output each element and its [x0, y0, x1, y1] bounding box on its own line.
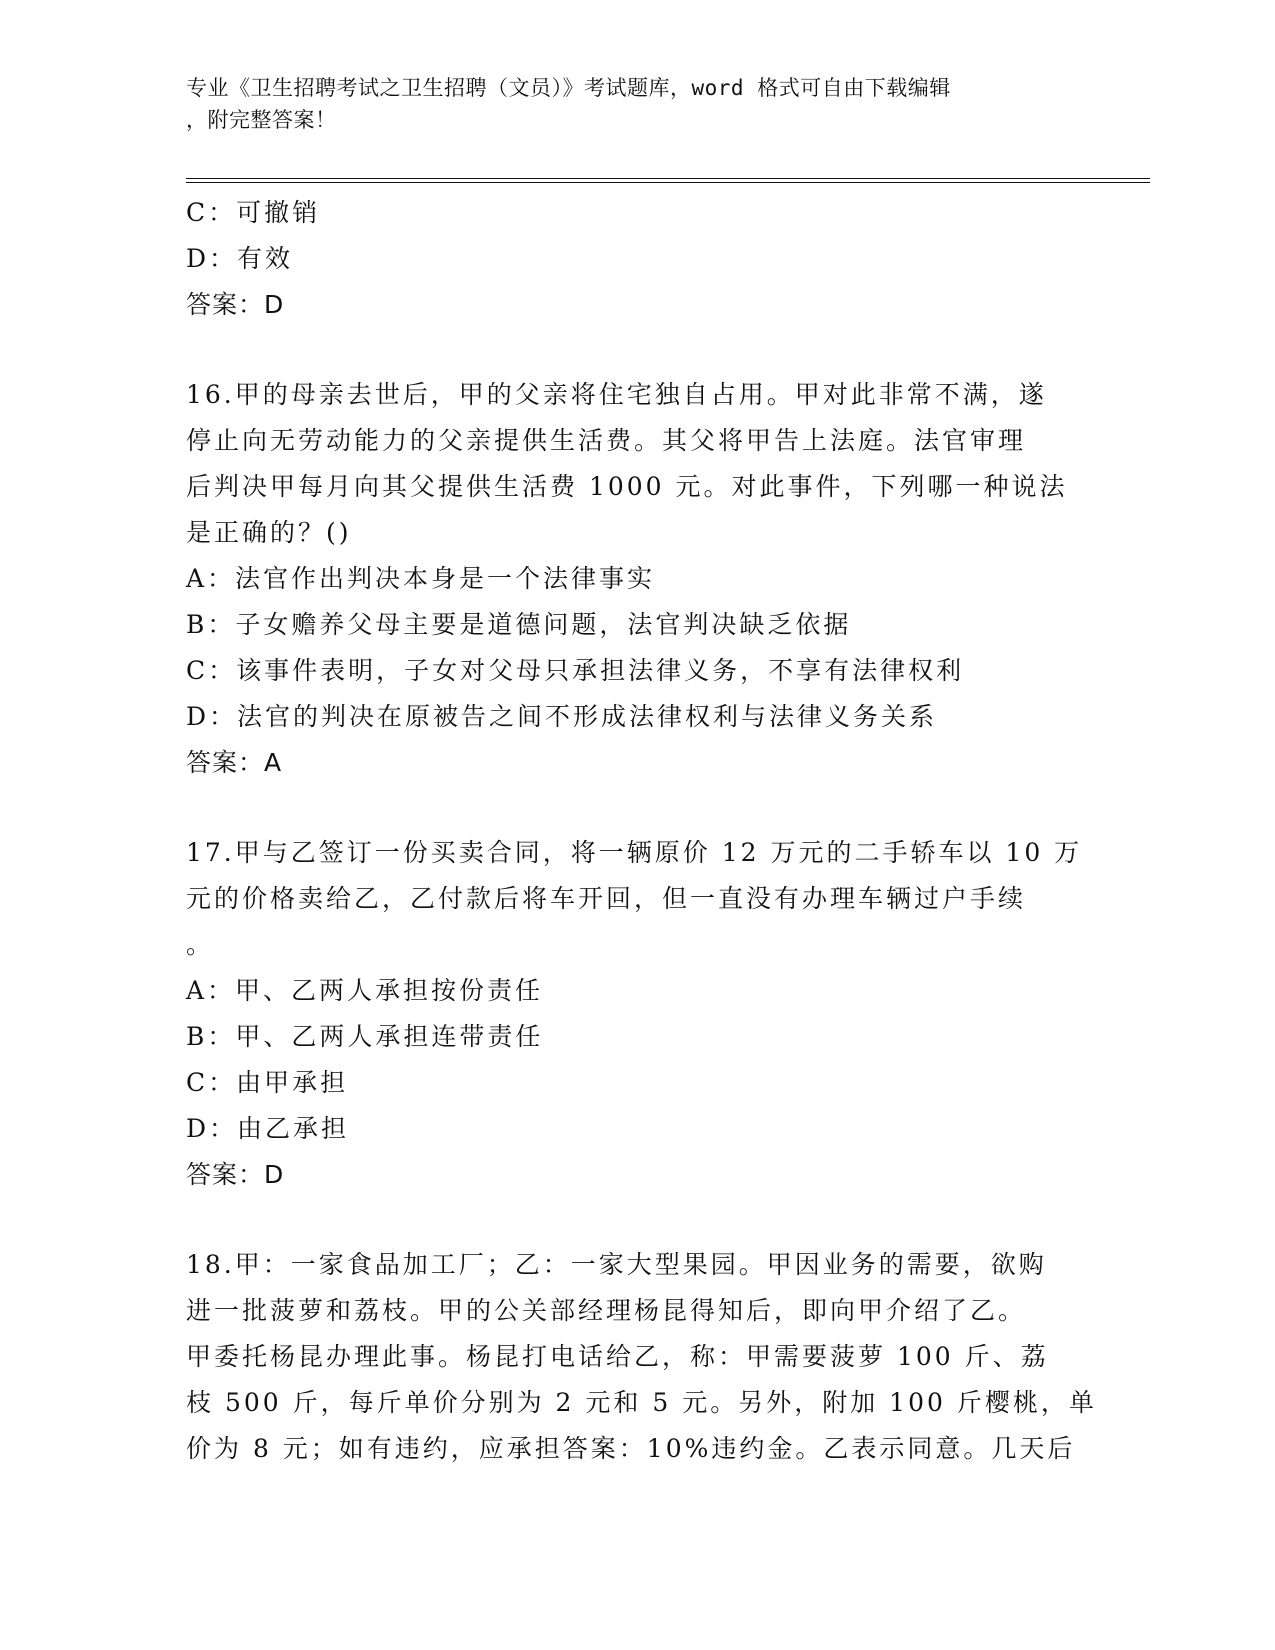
header-line-2: ，附完整答案！: [186, 108, 337, 132]
question-stem-line: 甲委托杨昆办理此事。杨昆打电话给乙，称：甲需要菠萝 100 斤、荔: [186, 1342, 1049, 1371]
question-15-tail: [186, 190, 1086, 328]
question-stem-line: 枝 500 斤，每斤单价分别为 2 元和 5 元。另外，附加 100 斤樱桃，单: [186, 1388, 1097, 1417]
header-rule-top: [186, 178, 1150, 179]
option-a: A：法官作出判决本身是一个法律事实: [186, 564, 656, 593]
question-stem-line: 后判决甲每月向其父提供生活费 1000 元。对此事件，下列哪一种说法: [186, 472, 1068, 501]
option-b: B：子女赡养父母主要是道德问题，法官判决缺乏依据: [186, 610, 852, 639]
option-d: D：由乙承担: [186, 1114, 350, 1143]
question-17: [186, 830, 1086, 1198]
question-stem-line: 16.甲的母亲去世后，甲的父亲将住宅独自占用。甲对此非常不满，遂: [186, 380, 1047, 409]
option-c: C：该事件表明，子女对父母只承担法律义务，不享有法律权利: [186, 656, 965, 685]
option-d: D：法官的判决在原被告之间不形成法律权利与法律义务关系: [186, 702, 938, 731]
option-a: A：甲、乙两人承担按份责任: [186, 976, 544, 1005]
question-stem-line: 进一批菠萝和荔枝。甲的公关部经理杨昆得知后，即向甲介绍了乙。: [186, 1296, 1027, 1325]
answer: 答案：A: [186, 748, 283, 777]
question-16: [186, 372, 1086, 786]
question-stem-line: 18.甲：一家食品加工厂；乙：一家大型果园。甲因业务的需要，欲购: [186, 1250, 1047, 1279]
document-header: [186, 72, 1086, 136]
question-stem-line: 17.甲与乙签订一份买卖合同，将一辆原价 12 万元的二手轿车以 10 万: [186, 838, 1083, 867]
question-stem-line: 元的价格卖给乙，乙付款后将车开回，但一直没有办理车辆过户手续: [186, 884, 1027, 913]
question-stem-line: 是正确的？(): [186, 518, 352, 547]
question-stem-line: 价为 8 元；如有违约，应承担答案：10%违约金。乙表示同意。几天后: [186, 1434, 1076, 1463]
option-c: C：由甲承担: [186, 1068, 349, 1097]
option-d: D：有效: [186, 244, 294, 273]
question-stem-line: 停止向无劳动能力的父亲提供生活费。其父将甲告上法庭。法官审理: [186, 426, 1027, 455]
answer: 答案：D: [186, 290, 285, 319]
option-c: C：可撤销: [186, 198, 321, 227]
answer: 答案：D: [186, 1160, 285, 1189]
question-content: [186, 190, 1097, 1472]
question-stem-line: 。: [186, 930, 215, 959]
header-rule-bottom: [186, 182, 1150, 183]
option-b: B：甲、乙两人承担连带责任: [186, 1022, 544, 1051]
question-18: [186, 1242, 1097, 1472]
header-line-1: 专业《卫生招聘考试之卫生招聘（文员）》考试题库，word 格式可自由下载编辑: [186, 76, 951, 100]
